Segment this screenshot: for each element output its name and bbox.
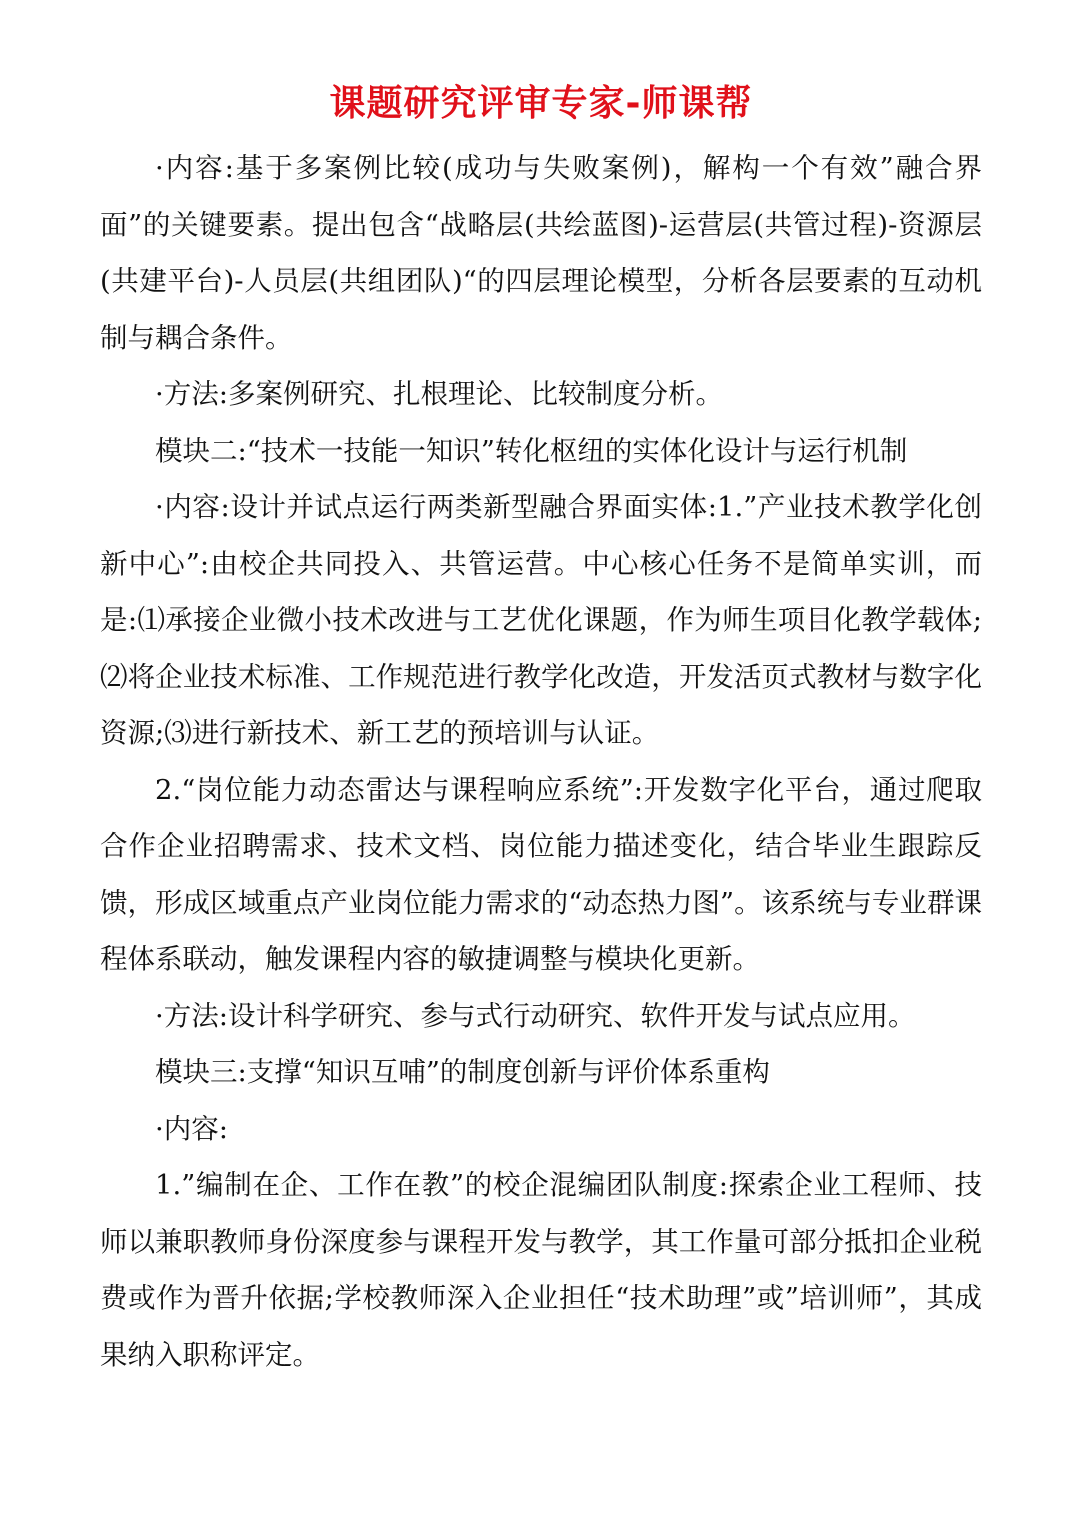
paragraph-content-3-label: ·内容: bbox=[155, 1112, 229, 1145]
paragraph-method-1: ·方法:多案例研究、扎根理论、比较制度分析。 bbox=[155, 378, 724, 410]
page-title: 课题研究评审专家-师课帮 bbox=[329, 83, 753, 124]
paragraph-content-2: ·内容:设计并试点运行两类新型融合界面实体:1.”产业技术教学化创新中心”:由校企共同投入、共管运营。中心核心任务不是简单实训，而是:⑴承接企业微小技术改进与工艺优化课题，作为师生项目化教学载体;⑵将企业技术标准、工作规范进行教学化改造，开发活页式教材与数字化资源;⑶进行新技术、新工艺的预培训与认证。 bbox=[100, 491, 982, 749]
paragraph-content-1: ·内容:基于多案例比较(成功与失败案例)，解构一个有效”融合界面”的关键要素。提出包含“战略层(共绘蓝图)-运营层(共管过程)-资源层(共建平台)-人员层(共组团队)“的四层理论模型，分析各层要素的互动机制与耦合条件。 bbox=[100, 152, 982, 354]
paragraph-item-1: 1.”编制在企、工作在教”的校企混编团队制度:探索企业工程师、技师以兼职教师身份深度参与课程开发与教学，其工作量可部分抵扣企业税费或作为晋升依据;学校教师深入企业担任“技术助理”或”培训师”，其成果纳入职称评定。 bbox=[100, 1169, 982, 1371]
paragraph-module-3-heading: 模块三:支撑“知识互哺”的制度创新与评价体系重构 bbox=[155, 1056, 770, 1088]
paragraph-module-2-heading: 模块二:“技术一技能一知识”转化枢纽的实体化设计与运行机制 bbox=[155, 434, 908, 467]
paragraph-method-2: ·方法:设计科学研究、参与式行动研究、软件开发与试点应用。 bbox=[155, 999, 916, 1032]
paragraph-item-2: 2.“岗位能力动态雷达与课程响应系统”:开发数字化平台，通过爬取合作企业招聘需求、技术文档、岗位能力描述变化，结合毕业生跟踪反馈，形成区域重点产业岗位能力需求的“动态热力图”。该系统与专业群课程体系联动，触发课程内容的敏捷调整与模块化更新。 bbox=[100, 773, 982, 975]
